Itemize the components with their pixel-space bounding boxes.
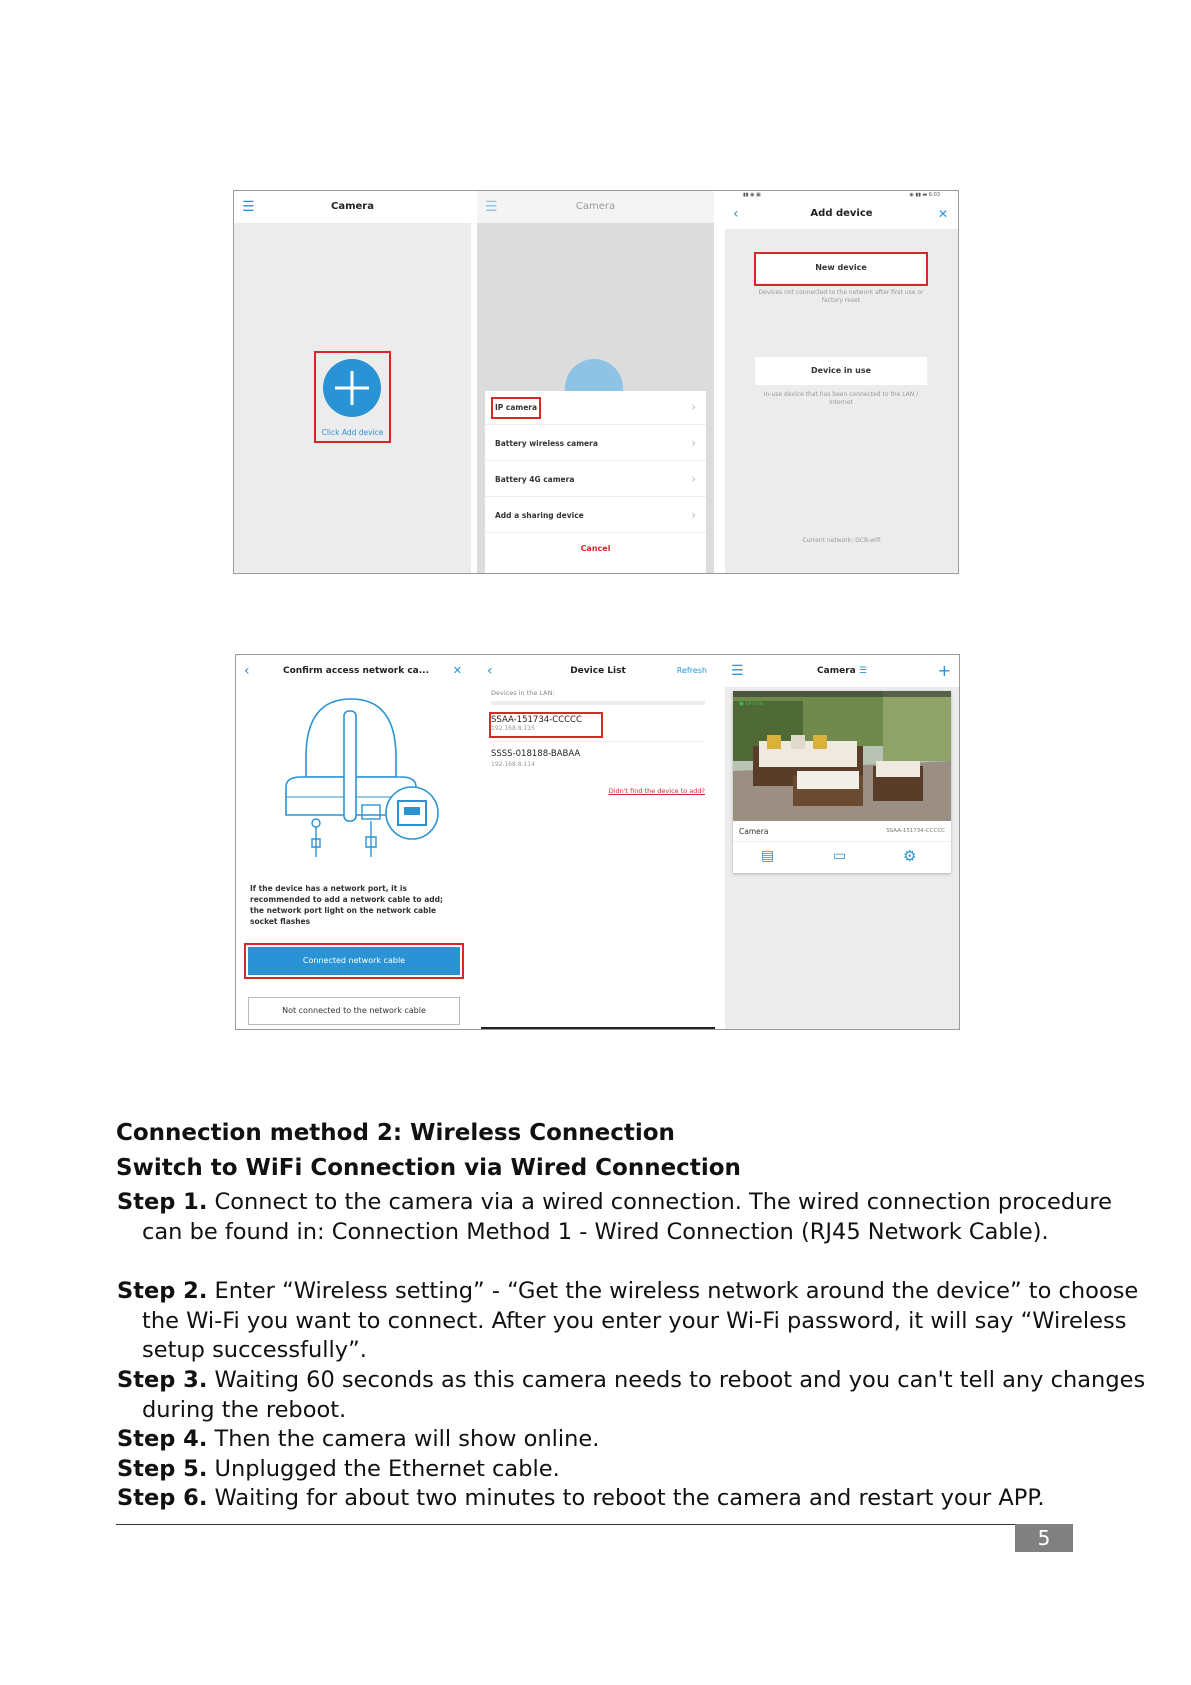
step-6 [117,1484,1152,1514]
menu-item-label: Battery wireless camera [495,439,598,448]
device-in-use-button[interactable]: Device in use [755,357,927,385]
online-status: ● Online [739,701,764,707]
instructions-text: If the device has a network port, it is recommended to add a network cable to add; the network port light on the network cable socket flashes [250,884,443,926]
screen-title: Add device [810,208,873,219]
back-arrow-icon[interactable]: ‹ [733,206,739,222]
add-device-button[interactable] [323,359,381,417]
highlight-ip-camera [491,397,541,419]
section-subheading: Switch to WiFi Connection via Wired Connection [116,1155,741,1181]
screen-header [481,655,715,687]
new-device-description: Devices not connected to the network after first use or factory reset [758,289,924,304]
device-row[interactable] [491,749,705,777]
screen-title: Camera [817,666,856,676]
close-icon[interactable]: ✕ [937,207,948,221]
back-arrow-icon[interactable]: ‹ [487,663,493,679]
camera-preview-image [733,691,951,821]
plus-icon [323,359,381,417]
device-ip: 192.168.8.115 [491,725,535,732]
top-screenshot-row [233,190,959,574]
screen-header [234,191,471,223]
highlight-new-device [754,252,928,286]
screen-camera-empty [234,191,471,573]
connected-cable-button[interactable]: Connected network cable [248,947,460,975]
screen-title: Camera [331,201,374,212]
screen-title: Device List [570,666,626,676]
step-1 [117,1188,1152,1247]
menu-icon[interactable]: ☰ [485,199,498,215]
add-device-label: Click Add device [321,428,384,437]
device-name: SSAA-151734-CCCCC [491,715,582,725]
menu-item-label: IP camera [495,403,538,412]
add-icon[interactable]: + [937,661,951,680]
screen-add-device [725,191,958,573]
add-menu-sheet [485,391,706,573]
screen-header [725,655,959,687]
step-label: Step 2. [117,1278,208,1304]
menu-item-battery-4g[interactable] [485,463,706,497]
bottom-screenshot-row [235,654,960,1030]
chevron-right-icon: › [691,400,696,414]
chevron-right-icon: › [691,508,696,522]
folder-icon[interactable]: ▭ [833,848,847,864]
lan-section-label: Devices in the LAN: [491,689,555,697]
menu-item-label: Battery 4G camera [495,475,575,484]
menu-item-label: Add a sharing device [495,511,584,520]
screen-confirm-network-cable [236,655,476,1029]
step-text: Enter “Wireless setting” - “Get the wireless network around the device” to choose the Wi-Fi you want to connect. After you enter your Wi-Fi password, it will say “Wireless setup successfully”. [142,1278,1139,1363]
online-status-label: Online [745,701,764,707]
screen-header [477,191,714,223]
highlight-device-row [489,712,603,738]
footer-rule [116,1524,1070,1525]
camera-card[interactable] [733,691,951,873]
device-in-use-description: In-use device that has been connected to the LAN / Internet [763,391,919,406]
step-text: Connect to the camera via a wired connection. The wired connection procedure can be found in: Connection Method 1 - Wired Connection (RJ45 Network Cable). [142,1189,1113,1245]
step-label: Step 4. [117,1426,208,1452]
step-label: Step 3. [117,1367,208,1393]
divider [491,701,705,705]
menu-icon[interactable]: ☰ [242,199,255,215]
screen-title: Camera [575,201,616,212]
step-3 [117,1366,1152,1425]
step-4 [117,1425,1152,1455]
camera-name: Camera [739,827,769,836]
step-5 [117,1455,1152,1485]
chevron-right-icon: › [691,472,696,486]
page-number: 5 [1015,1524,1073,1552]
menu-icon[interactable]: ☰ [731,663,744,679]
device-name: SSSS-018188-BABAA [491,749,581,759]
current-network-label: Current network: GCB-wifi [802,537,881,544]
card-actions [733,841,951,872]
close-icon[interactable]: ✕ [452,664,462,677]
refresh-button[interactable]: Refresh [676,666,707,675]
playback-icon[interactable]: ▤ [761,848,775,864]
camera-id: SSAA-151734-CCCCC [886,828,945,834]
screen-title: Confirm access network ca... [282,666,430,676]
menu-item-sharing-device[interactable] [485,499,706,533]
screen-add-menu [477,191,714,573]
step-label: Step 5. [117,1456,208,1482]
step-label: Step 6. [117,1485,208,1511]
section-heading: Connection method 2: Wireless Connection [116,1120,675,1146]
chevron-right-icon: › [691,436,696,450]
screen-header [725,199,958,229]
camera-cable-illustration [276,697,446,859]
list-view-icon[interactable]: ☰ [858,666,867,676]
step-text: Then the camera will show online. [207,1426,600,1452]
step-label: Step 1. [117,1189,208,1215]
cancel-button[interactable]: Cancel [580,544,611,553]
screen-device-list [481,655,715,1029]
new-device-button[interactable]: New device [755,253,927,283]
gear-icon[interactable]: ⚙ [903,847,917,865]
device-ip: 192.168.8.114 [491,761,535,768]
highlight-connected-cable [244,943,464,979]
step-text: Unplugged the Ethernet cable. [207,1456,560,1482]
not-connected-cable-button[interactable]: Not connected to the network cable [248,997,460,1025]
step-text: Waiting 60 seconds as this camera needs to reboot and you can't tell any changes during the reboot. [142,1367,1146,1423]
menu-item-battery-wireless[interactable] [485,427,706,461]
screen-camera-list [725,655,959,1029]
step-text: Waiting for about two minutes to reboot the camera and restart your APP. [207,1485,1045,1511]
status-bar: ▮▮ ◉ ▣ ◉ ▮▮ ▬ 6:03 [725,191,958,199]
screen-header [236,655,476,687]
step-2 [117,1277,1152,1366]
back-arrow-icon[interactable]: ‹ [244,663,250,679]
help-link[interactable]: Didn't find the device to add? [608,787,705,795]
